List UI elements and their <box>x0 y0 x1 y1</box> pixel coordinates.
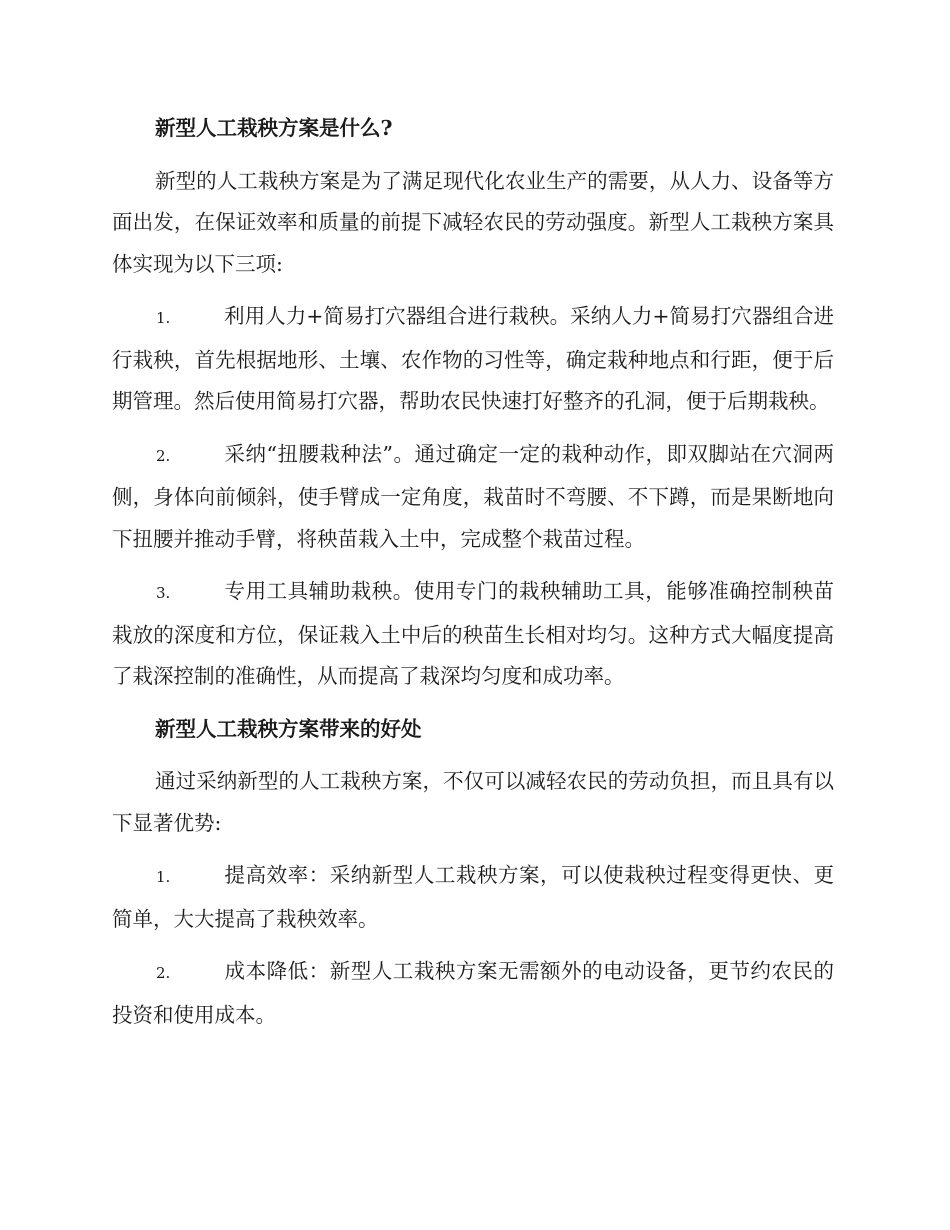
list-number: 1. <box>156 868 171 886</box>
list-item <box>112 571 834 698</box>
benefits-intro-paragraph: 通过采纳新型的人工栽秧方案，不仅可以减轻农民的劳动负担，而且具有以下显著优势: <box>112 769 834 835</box>
list-item-text: 利用人力+简易打穴器组合进行栽秧。采纳人力+简易打穴器组合进行栽秧，首先根据地形、土壤、农作物的习性等，确定栽种地点和行距，便于后期管理。然后使用简易打穴器，帮助农民快速打好整齐的孔洞，便于后期栽秧。 <box>112 304 834 413</box>
list-item <box>112 434 834 561</box>
list-item-text: 成本降低：新型人工栽秧方案无需额外的电动设备，更节约农民的投资和使用成本。 <box>112 959 834 1027</box>
section-heading-benefits: 新型人工栽秧方案带来的好处 <box>155 716 422 741</box>
list-item <box>112 855 834 940</box>
list-number: 1. <box>156 309 171 327</box>
list-item-text: 采纳“扭腰栽种法”。通过确定一定的栽种动作，即双脚站在穴洞两侧，身体向前倾斜，使手臂成一定角度，栽苗时不弯腰、不下蹲，而是果断地向下扭腰并推动手臂，将秧苗栽入土中，完成整个栽苗过程。 <box>112 441 834 551</box>
list-number: 3. <box>156 584 171 602</box>
list-item <box>112 296 834 423</box>
list-item <box>112 951 834 1036</box>
list-item-text: 提高效率：采纳新型人工栽秧方案，可以使栽秧过程变得更快、更简单，大大提高了栽秧效率。 <box>112 863 834 931</box>
list-number: 2. <box>156 964 171 982</box>
section-heading-what-is: 新型人工栽秧方案是什么? <box>155 116 393 140</box>
intro-paragraph: 新型的人工栽秧方案是为了满足现代化农业生产的需要，从人力、设备等方面出发，在保证效率和质量的前提下减轻农民的劳动强度。新型人工栽秧方案具体实现为以下三项: <box>112 168 834 276</box>
list-item-text: 专用工具辅助栽秧。使用专门的栽秧辅助工具，能够准确控制秧苗栽放的深度和方位，保证栽入土中后的秧苗生长相对均匀。这种方式大幅度提高了栽深控制的准确性，从而提高了栽深均匀度和成功率。 <box>112 579 834 688</box>
document-page <box>112 108 834 1047</box>
list-number: 2. <box>156 446 171 465</box>
